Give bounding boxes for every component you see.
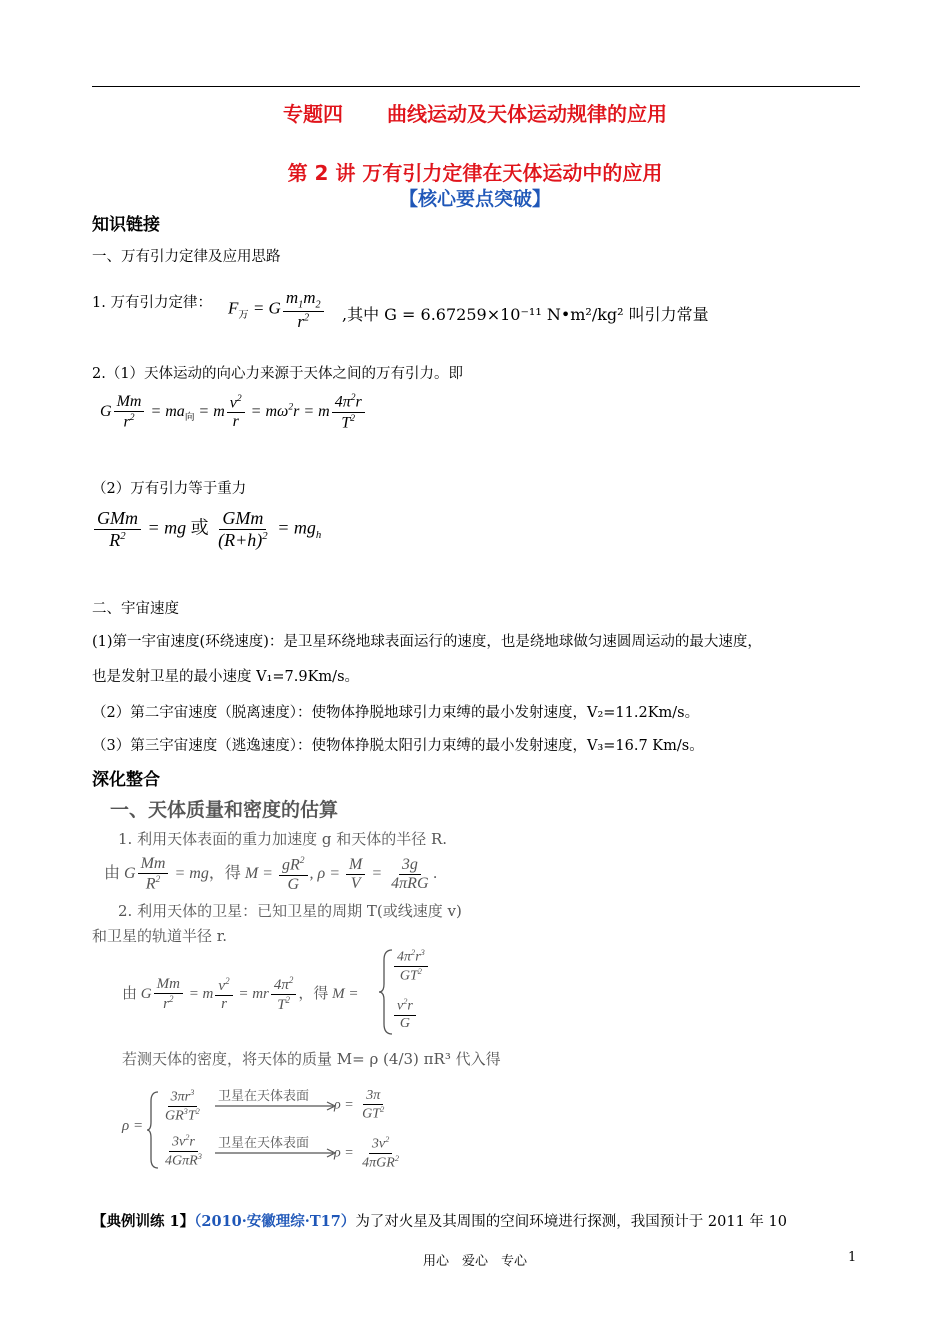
method1-formula: 由 G $\frac{Mm}{R^2}$ = mg，得 M = $\frac{gR^2}{G}$ , ρ = $\frac{M}{V}$ = $\frac{3g}{\text{4πRG}}$ . bbox=[104, 855, 438, 893]
method2-prefix: 由 bbox=[122, 986, 138, 1003]
third-cosmic-velocity: （3）第三宇宙速度（逃逸速度）：使物体挣脱太阳引力束缚的最小发射速度，V₃=16.7 Km/s。 bbox=[92, 738, 704, 754]
knowledge-heading: 知识链接 bbox=[92, 215, 160, 235]
density-case2: $\frac{3v^2r}{4G\pi R^3}$ bbox=[165, 1133, 202, 1169]
first-cosmic-velocity-line1: (1)第一宇宙速度(环绕速度)：是卫星环绕地球表面运行的速度，也是绕地球做匀速圆周运动的最大速度， bbox=[92, 634, 762, 650]
arrow-icon bbox=[215, 1147, 340, 1159]
part2-title: 二、宇宙速度 bbox=[92, 601, 179, 617]
item2b-text: （2）万有引力等于重力 bbox=[92, 481, 247, 497]
item2-text: 2.（1）天体运动的向心力来源于天体之间的万有引力。即 bbox=[92, 366, 464, 382]
density-line: 若测天体的密度，将天体的质量 M= ρ (4/3) πR³ 代入得 bbox=[122, 1050, 501, 1068]
header-rule bbox=[92, 86, 860, 87]
method2-mid: ，得 bbox=[298, 986, 329, 1003]
deepen-heading: 深化整合 bbox=[92, 770, 160, 790]
method1-line: 1. 利用天体表面的重力加速度 g 和天体的半径 R. bbox=[118, 830, 448, 848]
lecture-title: 第 2 讲 万有引力定律在天体运动中的应用 bbox=[287, 161, 663, 185]
method2-formula: 由 G $\frac{Mm}{r^2}$ = m $\frac{v^2}{r}$ = mr $\frac{4\pi^2}{T^2}$ ，得 M = bbox=[122, 975, 359, 1014]
section-tag: 【核心要点突破】 bbox=[398, 188, 551, 210]
example-source: （2010·安徽理综·T17） bbox=[194, 1213, 356, 1230]
mass-case2: $\frac{v^2r}{G}$ bbox=[392, 997, 418, 1032]
method2-line2: 和卫星的轨道半径 r. bbox=[92, 927, 228, 945]
density-result2: ρ = $\frac{3v^2}{4\pi GR^2}$ bbox=[334, 1135, 400, 1171]
method2-line1: 2. 利用天体的卫星：已知卫星的周期 T(或线速度 v) bbox=[118, 902, 462, 920]
method1-prefix: 由 bbox=[104, 865, 121, 883]
part1-title: 一、万有引力定律及应用思路 bbox=[92, 249, 281, 265]
second-cosmic-velocity: （2）第二宇宙速度（脱离速度）：使物体挣脱地球引力束缚的最小发射速度，V₂=11.2Km/s。 bbox=[92, 705, 700, 721]
density-case1: $\frac{3\pi r^3}{GR^3T^2}$ bbox=[165, 1088, 200, 1124]
gravitation-formula: $F_万 = G$ $\frac{m_1m_2}{r^2}$ bbox=[228, 288, 326, 332]
estimation-title: 一、天体质量和密度的估算 bbox=[110, 799, 339, 821]
or-word: 或 bbox=[190, 517, 209, 538]
method1-mid: ，得 bbox=[208, 865, 241, 883]
arrow-icon bbox=[215, 1100, 340, 1112]
footer-motto: 用心 爱心 专心 bbox=[422, 1254, 527, 1269]
example-text: 为了对火星及其周围的空间环境进行探测，我国预计于 2011 年 10 bbox=[355, 1214, 787, 1230]
topic-name: 曲线运动及天体运动规律的应用 bbox=[387, 102, 667, 126]
arrow-label-1: 卫星在天体表面 bbox=[218, 1089, 310, 1104]
gravitation-constant-text: ,其中 G = 6.67259×10⁻¹¹ N•m²/kg² 叫引力常量 bbox=[342, 305, 709, 324]
mass-case1: $\frac{4\pi^2r^3}{GT^2}$ bbox=[392, 948, 430, 985]
topic-number: 专题四 bbox=[283, 102, 343, 126]
gravity-formula: $\frac{\text{GMm}}{R^2}$ = mg 或 $\frac{\text{GMm}}{(R+h)^2}$ = $mg_h$ bbox=[92, 508, 321, 550]
page-number: 1 bbox=[848, 1250, 857, 1265]
example-line bbox=[92, 1210, 787, 1231]
centripetal-formula: G $\frac{Mm}{r^2}$ = $ma_向 = m$ $\frac{v^2}{r}$ = $m\omega^2r = m$ $\frac{4\pi^2r}{T^2}$ bbox=[100, 392, 367, 432]
topic-title bbox=[0, 98, 950, 127]
arrow-label-2: 卫星在天体表面 bbox=[218, 1136, 310, 1151]
brace-icon bbox=[146, 1090, 160, 1170]
rho-symbol: ρ = bbox=[122, 1118, 144, 1134]
first-cosmic-velocity-line2: 也是发射卫星的最小速度 V₁=7.9Km/s。 bbox=[92, 669, 360, 685]
item1-label: 1. 万有引力定律： bbox=[92, 295, 212, 311]
example-tag: 【典例训练 1】 bbox=[92, 1213, 195, 1230]
density-result1: ρ = $\frac{3\pi}{GT^2}$ bbox=[334, 1088, 385, 1122]
